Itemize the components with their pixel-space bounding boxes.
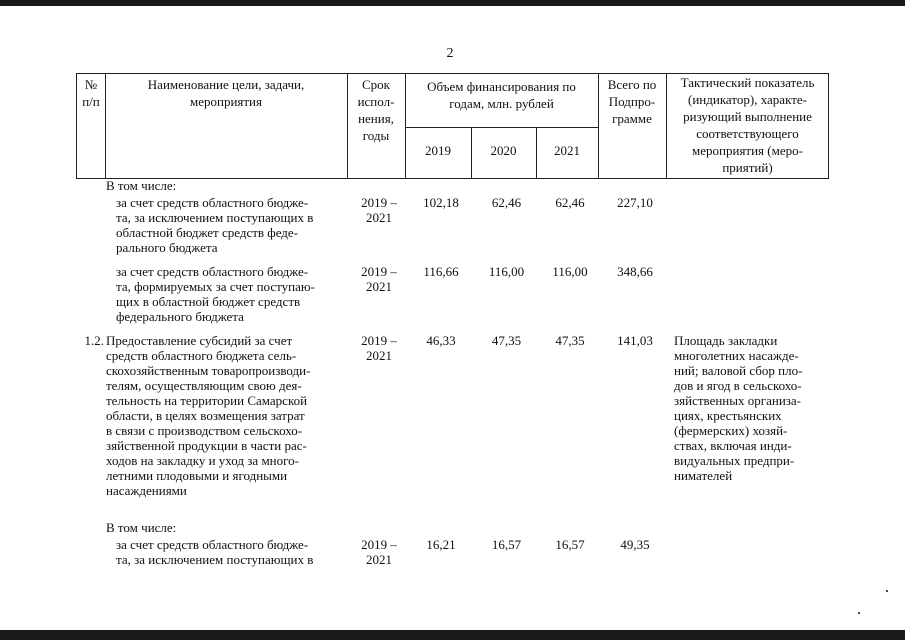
row-term: 2019 – 2021 [361,333,397,363]
row-divider [405,127,598,128]
header-year-2020: 2020 [490,143,517,158]
row-value-2021: 62,46 [555,195,585,210]
row-total: 49,35 [620,537,650,552]
header-year-2021: 2021 [554,143,580,158]
table-row [106,520,350,535]
row-value-2020: 16,57 [491,537,522,552]
row-subheading: В том числе: [106,520,177,535]
row-value-2021: 16,57 [555,537,585,552]
row-name: Предоставление субсидий за счет средств областного бюджета сель- скохозяйственным товаропроизводи- телям, осуществляющим свою дея- тельность на территории Самарской области, в целях возмещения затрат в связи с производством сельскохо- зяйственной продукции в части рас- ходов на закладку и уход за много- летними плодовыми и ягодными насаждениями [106,333,311,498]
header-term: Срок испол- нения, годы [357,77,395,143]
row-name: за счет средств областного бюдже- та, за исключением поступающих в областной бюджет средств феде- рального бюджета [116,195,314,255]
row-term: 2019 – 2021 [361,537,397,567]
top-border-bar [0,0,905,6]
header-total: Всего по Подпро- грамме [607,77,657,126]
row-total: 227,10 [617,195,653,210]
row-indicator: Площадь закладки многолетних насажде- ний; валовой сбор пло- дов и ягод в сельскохо- зяйственных организа- циях, крестьянских (фермерских) хозяй- ствах, включая инди- видуальных предпри- нимателей [674,333,803,483]
scan-speck [886,590,888,592]
row-value-2019: 102,18 [423,195,459,210]
row-term: 2019 – 2021 [361,195,397,225]
table-row [106,178,350,193]
row-value-2020: 116,00 [488,264,525,279]
header-num: № п/п [82,77,100,109]
table-header [76,73,829,179]
row-name: за счет средств областного бюдже- та, за исключением поступающих в [116,537,314,567]
row-subheading: В том числе: [106,178,177,193]
header-funding: Объем финансирования по годам, млн. рублей [427,79,576,111]
page-number: 2 [446,46,454,61]
row-number: 1.2. [84,333,104,348]
header-year-2019: 2019 [425,143,451,158]
row-total: 141,03 [617,333,653,348]
row-value-2021: 47,35 [555,333,585,348]
row-total: 348,66 [617,264,653,279]
row-value-2019: 116,66 [423,264,459,279]
header-name: Наименование цели, задачи, мероприятия [147,77,305,109]
row-name: за счет средств областного бюдже- та, формируемых за счет поступаю- щих в областной бюджет средств федерального бюджета [116,264,315,324]
row-term: 2019 – 2021 [361,264,397,294]
scan-speck [858,612,860,614]
row-value-2020: 47,35 [491,333,522,348]
row-value-2021: 116,00 [552,264,588,279]
bottom-border-bar [0,630,905,640]
row-value-2020: 62,46 [491,195,522,210]
header-indicator: Тактический показатель (индикатор), характе- ризующий выполнение соответствующего мероприятия (меро- приятий) [680,75,815,175]
row-value-2019: 46,33 [426,333,456,348]
row-value-2019: 16,21 [426,537,456,552]
